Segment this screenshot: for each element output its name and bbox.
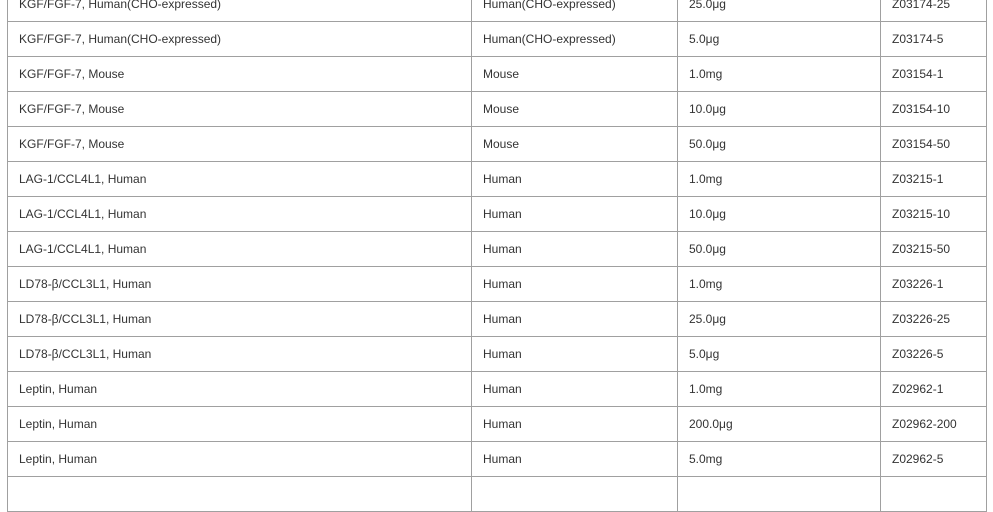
product-name-cell: LD78-β/CCL3L1, Human <box>8 267 472 302</box>
size-cell: 5.0mg <box>678 442 881 477</box>
table-row <box>8 92 987 127</box>
table-row <box>8 127 987 162</box>
catalog-number-cell: Z03154-1 <box>881 57 987 92</box>
species-cell: Human <box>472 372 678 407</box>
catalog-number-cell: Z03215-1 <box>881 162 987 197</box>
species-cell: Human <box>472 267 678 302</box>
size-cell: 50.0μg <box>678 232 881 267</box>
table-row <box>8 57 987 92</box>
table-cell-empty <box>881 477 987 512</box>
product-table <box>7 0 987 512</box>
size-cell: 5.0μg <box>678 22 881 57</box>
table-row <box>8 442 987 477</box>
size-cell: 1.0mg <box>678 162 881 197</box>
species-cell: Human <box>472 197 678 232</box>
table-row <box>8 302 987 337</box>
catalog-number-cell: Z02962-1 <box>881 372 987 407</box>
table-cell-empty <box>8 477 472 512</box>
size-cell: 5.0μg <box>678 337 881 372</box>
product-name-cell: LD78-β/CCL3L1, Human <box>8 302 472 337</box>
catalog-number-cell: Z03154-10 <box>881 92 987 127</box>
table-row <box>8 372 987 407</box>
species-cell: Human <box>472 302 678 337</box>
catalog-number-cell: Z02962-5 <box>881 442 987 477</box>
size-cell: 50.0μg <box>678 127 881 162</box>
table-row-partial <box>8 477 987 512</box>
table-row <box>8 267 987 302</box>
size-cell: 25.0μg <box>678 302 881 337</box>
size-cell: 1.0mg <box>678 57 881 92</box>
product-name-cell: KGF/FGF-7, Mouse <box>8 127 472 162</box>
product-name-cell: LD78-β/CCL3L1, Human <box>8 337 472 372</box>
product-name-cell: Leptin, Human <box>8 372 472 407</box>
size-cell: 1.0mg <box>678 372 881 407</box>
table-row <box>8 232 987 267</box>
size-cell: 10.0μg <box>678 197 881 232</box>
table-row <box>8 0 987 22</box>
table-row <box>8 337 987 372</box>
species-cell: Mouse <box>472 57 678 92</box>
product-name-cell: LAG-1/CCL4L1, Human <box>8 232 472 267</box>
table-cell-empty <box>472 477 678 512</box>
product-name-cell: Leptin, Human <box>8 442 472 477</box>
catalog-number-cell: Z03174-25 <box>881 0 987 22</box>
product-name-cell: Leptin, Human <box>8 407 472 442</box>
size-cell: 10.0μg <box>678 92 881 127</box>
product-name-cell: KGF/FGF-7, Mouse <box>8 92 472 127</box>
species-cell: Mouse <box>472 127 678 162</box>
table-row <box>8 162 987 197</box>
product-name-cell: KGF/FGF-7, Human(CHO-expressed) <box>8 22 472 57</box>
product-name-cell: KGF/FGF-7, Human(CHO-expressed) <box>8 0 472 22</box>
table-row <box>8 407 987 442</box>
species-cell: Human(CHO-expressed) <box>472 0 678 22</box>
species-cell: Human <box>472 162 678 197</box>
species-cell: Human <box>472 442 678 477</box>
size-cell: 1.0mg <box>678 267 881 302</box>
catalog-number-cell: Z03215-50 <box>881 232 987 267</box>
species-cell: Human(CHO-expressed) <box>472 22 678 57</box>
catalog-number-cell: Z03215-10 <box>881 197 987 232</box>
catalog-number-cell: Z03174-5 <box>881 22 987 57</box>
table-row <box>8 22 987 57</box>
species-cell: Human <box>472 407 678 442</box>
size-cell: 200.0μg <box>678 407 881 442</box>
species-cell: Human <box>472 337 678 372</box>
catalog-number-cell: Z03226-25 <box>881 302 987 337</box>
species-cell: Human <box>472 232 678 267</box>
product-table-container <box>7 0 986 512</box>
catalog-number-cell: Z03226-5 <box>881 337 987 372</box>
product-name-cell: KGF/FGF-7, Mouse <box>8 57 472 92</box>
product-name-cell: LAG-1/CCL4L1, Human <box>8 197 472 232</box>
catalog-number-cell: Z02962-200 <box>881 407 987 442</box>
species-cell: Mouse <box>472 92 678 127</box>
product-name-cell: LAG-1/CCL4L1, Human <box>8 162 472 197</box>
table-row <box>8 197 987 232</box>
catalog-number-cell: Z03154-50 <box>881 127 987 162</box>
size-cell: 25.0μg <box>678 0 881 22</box>
catalog-number-cell: Z03226-1 <box>881 267 987 302</box>
table-cell-empty <box>678 477 881 512</box>
